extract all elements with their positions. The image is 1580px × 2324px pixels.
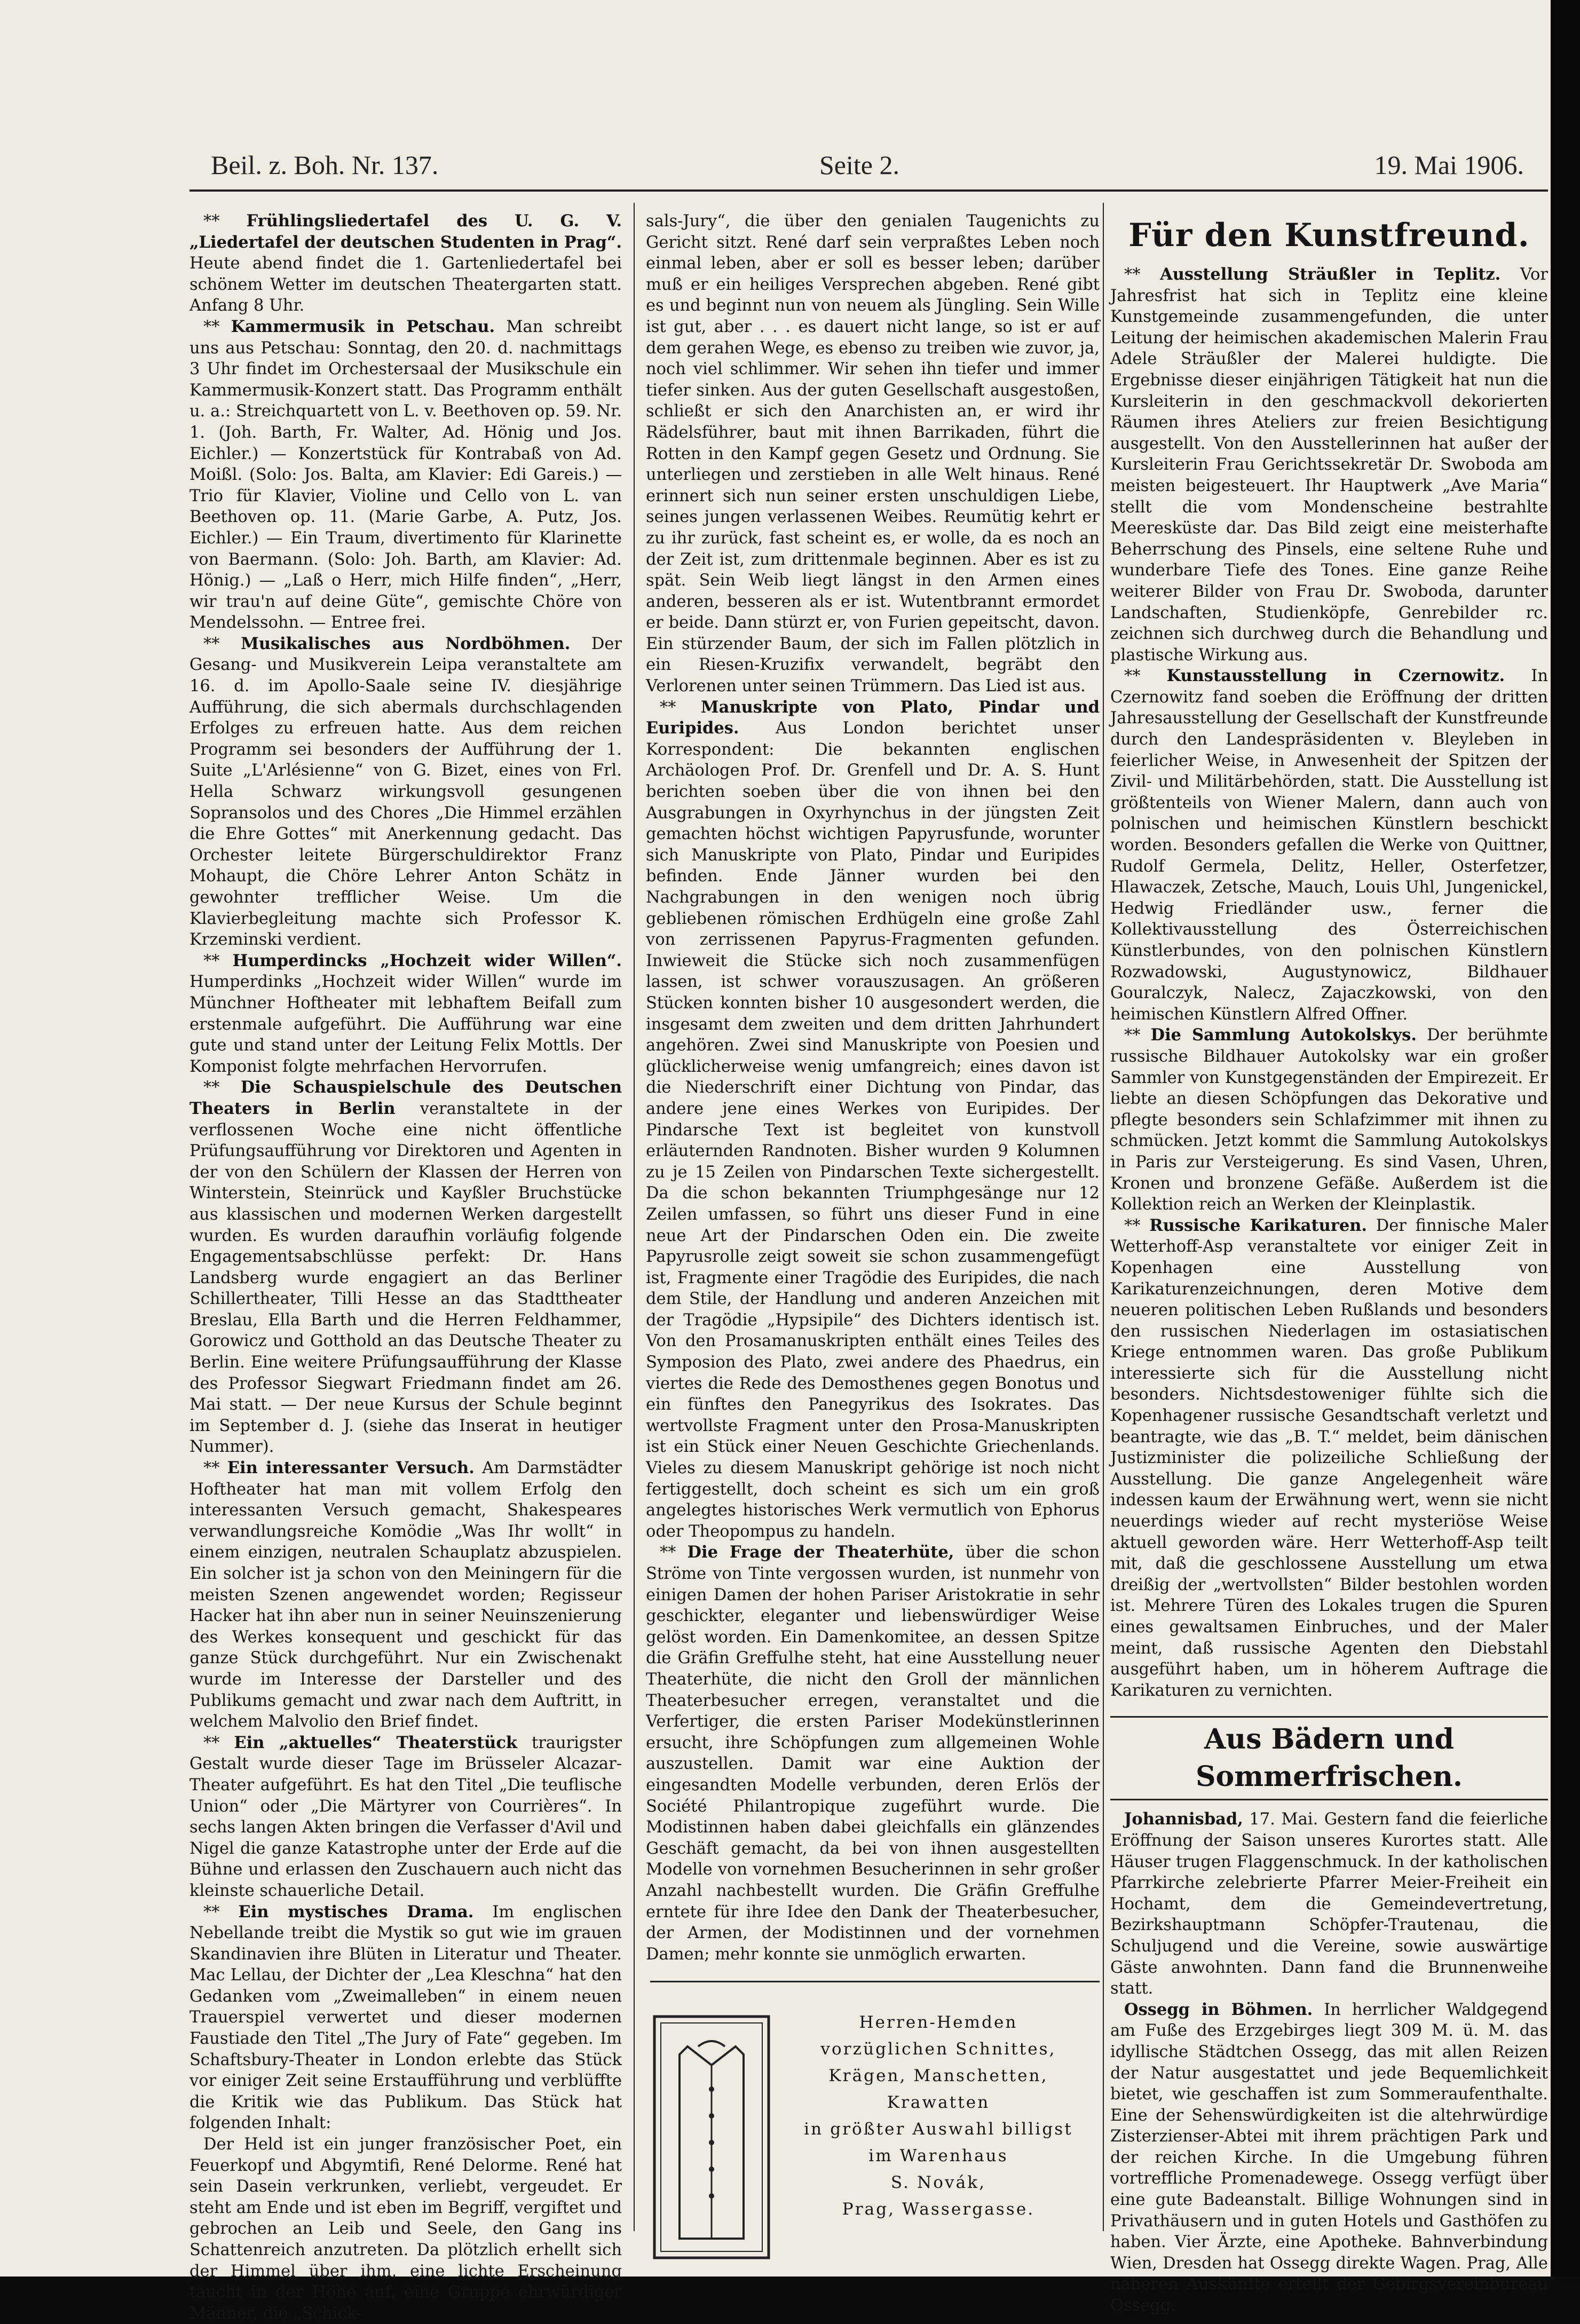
ad-line: in größter Auswahl billigst [804, 2120, 1073, 2139]
column-1 [189, 211, 622, 2323]
article-kammermusik: ** Kammermusik in Petschau. Man schreibt uns aus Petschau: Sonntag, den 20. d. nachmittags 3 Uhr findet im Orchestersaal der Musikschule ein Kammermusik-Konzert statt. Das Programm enthält u. a.: Streichquartett von L. v. Beethoven op. 59. Nr. 1. (Joh. Barth, Fr. Walter, Ad. Hönig und Jos. Eichler.) — Konzertstück für Kontrabaß von Ad. Moißl. (Solo: Jos. Balta, am Klavier: Edi Gareis.) — Trio für Klavier, Violine und Cello von L. van Beethoven op. 11. (Marie Garbe, A. Putz, Jos. Eichler.) — Ein Traum, divertimento für Klarinette von Baermann. (Solo: Joh. Barth, am Klavier: Ad. Hönig.) — „Laß o Herr, mich Hilfe finden“, „Herr, wir trau'n auf deine Güte“, gemischte Chöre von Mendelssohn. — Entree frei. [189, 317, 622, 633]
article-ossegg: Ossegg in Böhmen. In herrlicher Waldgegend am Fuße des Erzgebirges liegt 309 M. ü. M. das idyllische Städtchen Ossegg, das mit allen Reizen der Natur ausgestattet und jede Bequemlichkeit bietet, wie geschaffen ist zum Sommeraufenthalte. Eine der Sehenswürdigkeiten ist die altehrwürdige Zisterzienser-Abtei mit ihrem prächtigen Park und der reichen Kirche. In die Umgebung führen vortreffliche Promenadewege. Ossegg verfügt über eine gute Badeanstalt. Billige Wohnungen sind in Privathäusern und in guten Hotels und Gasthöfen zu haben. Vier Ärzte, eine Apotheke. Bahnverbindung Wien, Dresden hat Ossegg direkte Wagen. Prag, Alle näheren Auskünfte erteilt der Gebirgsvereinbureau Ossegg. [1110, 1999, 1548, 2315]
article-sammlung-autokolsky: ** Die Sammlung Autokolskys. Der berühmte russische Bildhauer Autokolsky war ein großer Sammler von Kunstgegenständen der Empirezeit. Er liebte an diesen Schöpfungen das Dekorative und pflegte besonders sein Schlafzimmer mit ihnen zu schmücken. Jetzt kommt die Sammlung Autokolskys in Paris zur Versteigerung. Es sind Vasen, Uhren, Kronen und bronzene Gefäße. Außerdem ist die Kollektion reich an Werken der Kleinplastik. [1110, 1025, 1548, 1214]
column-2 [646, 211, 1100, 2228]
article-aktuelles-theaterstueck: ** Ein „aktuelles“ Theaterstück traurigster Gestalt wurde dieser Tage im Brüsseler Alcazar-Theater aufgeführt. Es hat den Titel „Die teuflische Union“ oder „Die Märtyrer von Courrières“. In sechs langen Akten bringen die Verfasser d'Avil und Nigel die ganze Katastrophe unter der Erde auf die Bühne und erlassen den Zuschauern auch nicht das kleinste schauerliche Detail. [189, 1733, 622, 1900]
advertisement-text [784, 2009, 1093, 2223]
article-schauspielschule: ** Die Schauspielschule des Deutschen Theaters in Berlin veranstaltete in der verflossenen Woche eine nicht öffentliche Prüfungsaufführung vor Direktoren und Agenten in der von den Schülern der Klassen der Herren von Winterstein, Steinrück und Kayßler Bruchstücke aus klassischen und modernen Werken dargestellt wurden. Es wurden daraufhin vorläufig folgende Engagementsabschlüsse perfekt: Dr. Hans Landsberg wurde engagiert an das Berliner Schillertheater, Tilli Hesse an das Stadttheater Breslau, Ella Barth und die Herren Feldhammer, Gorowicz und Gotthold an das Deutsche Theater zu Berlin. Eine weitere Prüfungsaufführung der Klasse des Professor Siegwart Friedmann findet am 26. Mai statt. — Der neue Kursus der Schule beginnt im September d. J. (siehe das Inserat in heutiger Nummer). [189, 1078, 622, 1457]
article-humperdinck: ** Humperdincks „Hochzeit wider Willen“. Humperdinks „Hochzeit wider Willen“ wurde im Münchner Hoftheater mit lebhaftem Beifall zum erstenmale aufgeführt. Die Aufführung war eine gute und stand unter der Leitung Felix Mottls. Der Komponist folgte mehrfachen Hervorrufen. [189, 951, 622, 1076]
article-mystisches-drama: ** Ein mystisches Drama. Im englischen Nebellande treibt die Mystik so gut wie im grauen Skandinavien ihre Blüten in Literatur und Theater. Mac Lellau, der Dichter der „Lea Kleschna“ hat den Gedanken vom „Zweimalleben“ in einem neuen Trauerspiel verwertet und dieser modernen Faustiade den Titel „The Jury of Fate“ gegeben. Im Schaftsbury-Theater in London erlebte das Stück vor einiger Zeit seine Erstaufführung und verblüffte die Kritik wie das Publikum. Das Stück hat folgenden Inhalt: [189, 1902, 622, 2133]
article-kunstausstellung-czernowitz: ** Kunstausstellung in Czernowitz. In Czernowitz fand soeben die Eröffnung der dritten Jahresausstellung der Gesellschaft der Kunstfreunde durch den Landespräsidenten v. Bleyleben in feierlicher Weise, in Anwesenheit der Spitzen der Zivil- und Militärbehörden, statt. Die Ausstellung ist größtenteils von Wiener Malern, dann auch von polnischen und heimischen Künstlern beschickt worden. Besonders gefallen die Werke von Quittner, Rudolf Germela, Delitz, Heller, Osterfetzer, Hlawaczek, Zetsche, Mauch, Louis Uhl, Jungenickel, Hedwig Friedländer usw., ferner die Kollektivausstellung des Österreichischen Künstlerbundes, von den polnischen Künstlern Rozwadowski, Augustynowicz, Bildhauer Gouralczyk, Nalecz, Zajaczkowski, von den heimischen Künstlern Alfred Offner. [1110, 666, 1549, 1024]
ad-line: S. Novák, [890, 2173, 986, 2193]
ad-line: Prag, Wassergasse. [842, 2200, 1035, 2219]
advertisement-herren-hemden [650, 1981, 1100, 2277]
section-title-kunstfreund: Für den Kunstfreund. [1128, 217, 1530, 254]
article-theaterhuete: ** Die Frage der Theaterhüte, über die schon Ströme von Tinte vergossen wurden, ist nunmehr von einigen Damen der hohen Pariser Aristokratie in sehr geschickter, eleganter und liebenswürdiger Weise gelöst worden. Ein Damenkomitee, an dessen Spitze die Gräfin Greffulhe steht, hat eine Ausstellung neuer Theaterhüte, die nicht den Groll der männlichen Theaterbesucher erregen, veranstaltet und die Verfertiger, die ersten Pariser Modekünstlerinnen ersucht, ihre Schöpfungen zum allgemeinen Wohle auszustellen. Damit war eine Auktion der eingesandten Modelle verbunden, deren Erlös der Société Philantropique zugeführt wurde. Die Modistinnen haben dabei gleichfalls ein glänzendes Geschäft gemacht, da bei von ihnen ausgestellten Modelle von vornehmen Besucherinnen in sehr großer Anzahl nachbestellt wurden. Die Gräfin Greffulhe erntete für ihre Idee den Dank der Theaterbesucher, der Armen, der Modistinnen und der vornehmen Damen; mehr konnte sie unmöglich erwarten. [646, 1543, 1100, 1964]
ad-line: Herren-Hemden [859, 2013, 1018, 2033]
article-manuskripte: ** Manuskripte von Plato, Pindar und Euripides. Aus London berichtet unser Korrespondent: Die bekannten englischen Archäologen Prof. Dr. Grenfell und Dr. A. S. Hunt berichten soeben über die von ihnen bei den Ausgrabungen in Oxyrhynchus in der jüngsten Zeit gemachten höchst wichtigen Papyrusfunde, worunter sich Manuskripte von Plato, Pindar und Euripides befinden. Ende Jänner wurden bei den Nachgrabungen in den wenigen noch übrig gebliebenen römischen Erdhügeln eine große Zahl von zerrissenen Papyrus-Fragmenten gefunden. Inwieweit die Stücke sich noch zusammenfügen lassen, ist schwer vorauszusagen. An größeren Stücken konnten bisher 10 ausgesondert werden, die insgesamt dem zweiten und dem dritten Jahrhundert angehören. Zwei sind Manuskripte von Poesien und glücklicherweise wenig umfangreich; eines davon ist die Niederschrift einer Dichtung von Pindar, das andere jene eines Werkes von Euripides. Der Pindarsche Text ist begleitet von kunstvoll erläuternden Randnoten. Bisher wurden 9 Kolumnen zu je 15 Zeilen von Pindarschen Texte sichergestellt. Da die schon bekannten Triumphgesänge nur 12 Zeilen umfassen, so führt uns dieser Fund in eine neue Art der Pindarschen Oden ein. Die zweite Papyrusrolle zeigt soweit sie schon zusammengefügt ist, Fragmente einer Tragödie des Euripides, die nach dem Stile, der Handlung und anderen Anzeichen mit der Tragödie „Hypsipile“ des Dichters identisch ist. Von den Prosamanuskripten enthält eines Teiles des Symposion des Plato, zwei andere des Phaedrus, ein viertes die Rede des Demosthenes gegen Bonotus und ein fünftes den Panegyrikus des Isokrates. Das wertvollste Fragment unter den Prosa-Manuskripten ist ein Stück einer Neuen Geschichte Griechenlands. Vieles zu diesem Manuskript gehörige ist noch nicht fertiggestellt, doch scheint es sich um ein groß angelegtes historisches Werk vermutlich von Ephorus oder Theopompus zu handeln. [646, 697, 1100, 1541]
ad-line: vorzüglichen Schnittes, [820, 2040, 1056, 2059]
header-page-number: Seite 2. [819, 150, 899, 180]
header-date: 19. Mai 1906. [1374, 150, 1524, 180]
page-header [211, 149, 1524, 187]
column-rule-1 [634, 203, 635, 2231]
ad-line: im Warenhaus [868, 2146, 1008, 2166]
article-ausstellung-straeussler: ** Ausstellung Sträußler in Teplitz. Vor Jahresfrist hat sich in Teplitz eine kleine Kunstgemeinde zusammengefunden, die unter Leitung der heimischen akademischen Malerin Frau Adele Sträußler der Malerei huldigte. Die Ergebnisse dieser einjährigen Tätigkeit hat nun die Kursleiterin in den geschmackvoll dekorierten Räumen ihres Ateliers zur freien Besichtigung ausgestellt. Von den Ausstellerinnen hat außer der Kursleiterin Frau Gerichtssekretär Dr. Swoboda am meisten beigesteuert. Ihr Hauptwerk „Ave Maria“ stellt die vom Mondenscheine bestrahlte Meeresküste dar. Das Bild zeigt eine meisterhafte Beherrschung des Pinsels, eine seltene Ruhe und wunderbare Tiefe des Tones. Eine ganze Reihe weiterer Bilder von Frau Dr. Swoboda, darunter Landschaften, Studienköpfe, Genrebilder rc. zeichnen sich durchweg durch die Behandlung und plastische Wirkung aus. [1110, 265, 1548, 665]
article-fruehlingsliedertafel: ** Frühlingsliedertafel des U. G. V. „Liedertafel der deutschen Studenten in Prag“. Heute abend findet die 1. Gartenliedertafel bei schönem Wetter im deutschen Theatergarten statt. Anfang 8 Uhr. [189, 211, 622, 315]
header-rule [189, 189, 1548, 192]
scan-border [1551, 0, 1580, 2276]
shirt-illustration-icon [650, 2014, 773, 2260]
column-rule-2 [1103, 203, 1104, 2231]
article-johannisbad: Johannisbad, 17. Mai. Gestern fand die feierliche Eröffnung der Saison unseres Kurortes statt. Alle Häuser trugen Flaggenschmuck. In der katholischen Pfarrkirche zelebrierte Pfarrer Meier-Freiheit ein Hochamt, dem die Gemeindevertretung, Bezirkshauptmann Schöpfer-Trautenau, die Schuljugend und die Vereine, sowie auswärtige Gäste anwohnten. Dann fand die Brunnenweihe statt. [1110, 1809, 1548, 1998]
article-continuation: sals-Jury“, die über den genialen Taugenichts zu Gericht sitzt. René darf sein verpraßtes Leben noch einmal leben, aber er soll es besser leben; darüber muß er ein heiliges Versprechen abgeben. René gibt es und beginnt nun von neuem als Jüngling. Sein Wille ist gut, aber . . . es dauert nicht lange, so ist er auf dem gerahen Wege, es ebenso zu treiben wie zuvor, ja, noch viel schlimmer. Wir sehen ihn tiefer und immer tiefer sinken. Aus der guten Gesellschaft ausgestoßen, schließt er sich den Anarchisten an, er wird ihr Rädelsführer, baut mit ihnen Barrikaden, führt die Rotten in den Kampf gegen Gesetz und Ordnung. Sie unterliegen und zerstieben in alle Welt hinaus. René erinnert sich nun seiner ersten unschuldigen Liebe, seines jungen verlassenen Weibes. Reumütig kehrt er zu ihr zurück, fast scheint es, er wolle, da es noch an der Zeit ist, zum drittenmale beginnen. Aber es ist zu spät. Sein Weib liegt längst in den Armen eines anderen, besseren als er ist. Wutentbrannt ermordet er beide. Dann stürzt er, von Furien gepeitscht, davon. Ein stürzender Baum, der sich im Fallen plötzlich in ein Riesen-Kruzifix verwandelt, begräbt den Verlorenen unter seinen Trümmern. Das Lied ist aus. [646, 212, 1100, 696]
ad-line: Krawatten [887, 2093, 990, 2113]
article-interessanter-versuch: ** Ein interessanter Versuch. Am Darmstädter Hoftheater hat man mit vollem Erfolg den interessanten Versuch gemacht, Shakespeares verwandlungsreiche Komödie „Was Ihr wollt“ in einem einzigen, neutralen Schauplatz abzuspielen. Ein solcher ist ja schon von den Meiningern für die meisten Szenen angewendet worden; Regisseur Hacker hat ihn aber nun in seiner Neuinszenierung des Werkes konsequent und geschickt für das ganze Stück durchgeführt. Nur ein Zwischenakt wurde im Interesse der Darsteller und des Publikums gemacht und zwar nach dem Auftritt, in welchem Malvolio den Brief findet. [189, 1458, 622, 1732]
article-russische-karikaturen: ** Russische Karikaturen. Der finnische Maler Wetterhoff-Asp veranstaltete vor einiger Zeit in Kopenhagen eine Ausstellung von Karikaturenzeichnungen, deren Motive dem neueren politischen Leben Rußlands und besonders den russischen Niederlagen im ostasiatischen Kriege entnommen waren. Das große Publikum interessierte sich für die Ausstellung nicht besonders. Nichtsdestoweniger fühlte sich die Kopenhagener russische Gesandtschaft verletzt und beantragte, wie das „B. T.“ meldet, beim dänischen Justizminister die polizeiliche Schließung der Ausstellung. Die ganze Angelegenheit wäre indessen kaum der Erwähnung wert, wenn sie nicht neuerdings wieder auf recht mysteriöse Weise aktuell geworden wäre. Herr Wetterhoff-Asp teilt mit, daß die geschlossene Ausstellung um etwa dreißig der „wertvollsten“ Bilder bestohlen worden ist. Mehrere Türen des Lokales trugen die Spuren eines gewaltsamen Einbruches, und der Maler meint, daß russische Agenten den Diebstahl ausgeführt haben, um in höherem Auftrage die Karikaturen zu vernichten. [1110, 1215, 1548, 1700]
article-musikalisches: ** Musikalisches aus Nordböhmen. Der Gesang- und Musikverein Leipa veranstaltete am 16. d. im Apollo-Saale seine IV. diesjährige Aufführung, die sich abermals durchschlagenden Erfolges zu erfreuen hatte. Aus dem reichen Programm sei besonders der Aufführung der 1. Suite „L'Arlésienne“ von G. Bizet, eines von Frl. Hella Schwarz wirkungsvoll gesungenen Sopransolos und des Chores „Die Himmel erzählen die Ehre Gottes“ mit Anerkennung gedacht. Das Orchester leitete Bürgerschuldirektor Franz Mohaupt, die Chöre Lehrer Anton Schätz in gewohnter trefflicher Weise. Um die Klavierbegleitung machte sich Professor K. Krzeminski verdient. [189, 634, 622, 950]
header-issue: Beil. z. Boh. Nr. 137. [211, 150, 439, 180]
column-3 [1110, 211, 1549, 2315]
section-title-baeder: Aus Bädern und Sommerfrischen. [1110, 1716, 1548, 1800]
article-mystisches-drama-plot: Der Held ist ein junger französischer Poet, ein Feuerkopf und Abgymtifi, René Delorme. René hat sein Dasein verkrunken, verliebt, vergeudet. Er steht am Ende und ist eben im Begriff, vergiftet und gebrochen an Leib und Seele, den Gang ins Schattenreich anzutreten. Da plötzlich erhellt sich der Himmel über ihm, eine lichte Erscheinung taucht in der Höhe auf, eine Gruppe ehrwürdiger Männer, die „Schick- [189, 2135, 622, 2323]
ad-line: Krägen, Manschetten, [828, 2066, 1048, 2086]
